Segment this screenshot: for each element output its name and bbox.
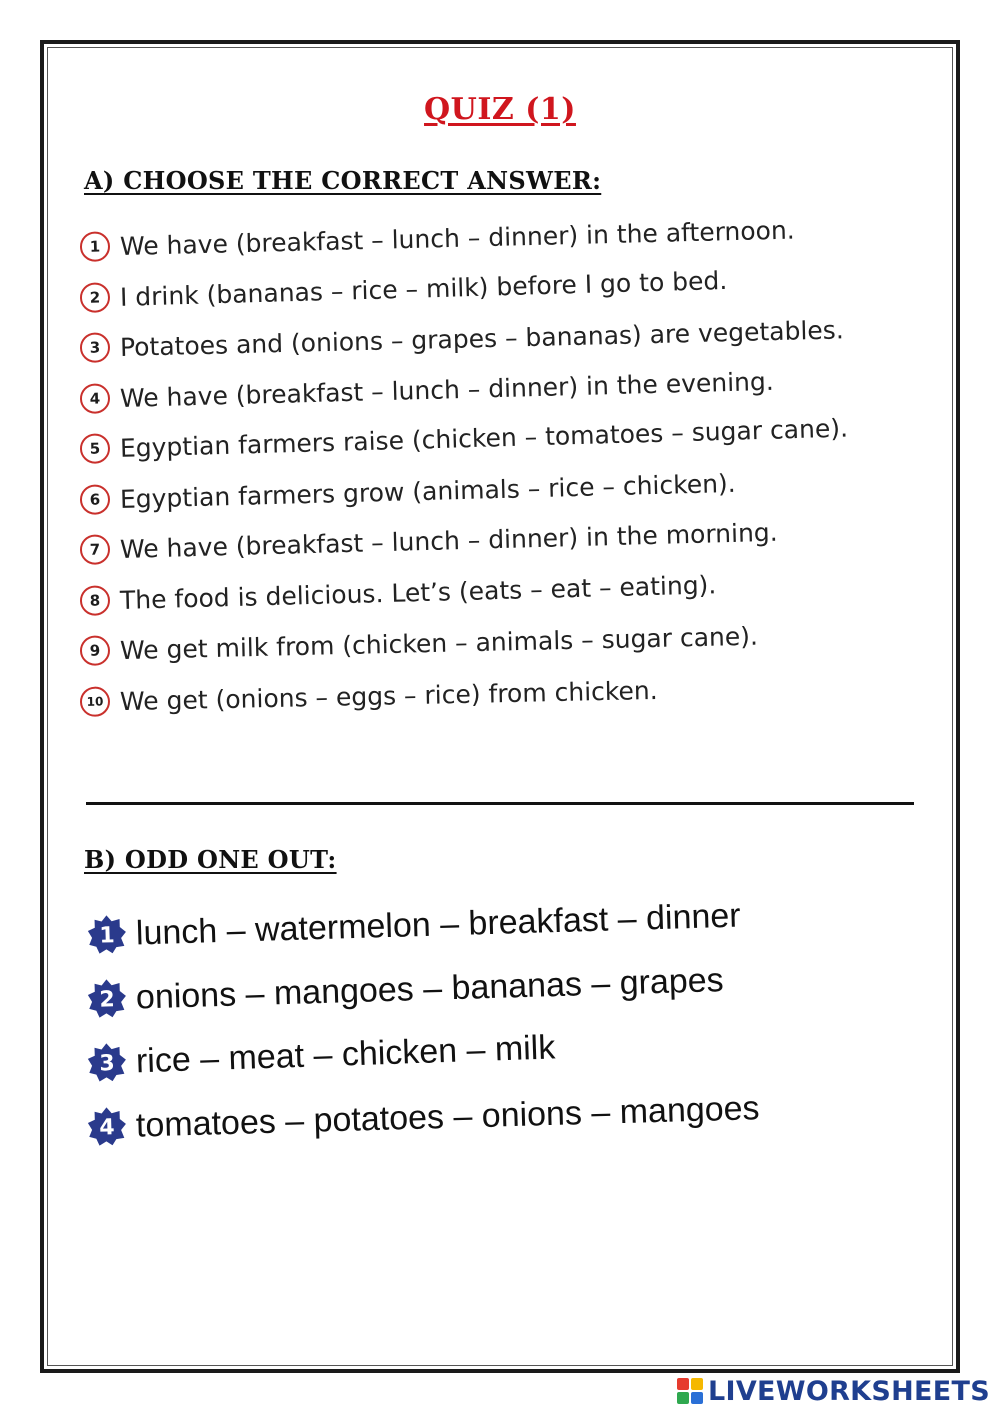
number-badge-icon: [85, 1041, 128, 1084]
question-number: 9: [80, 636, 111, 667]
question-number: 1: [80, 232, 111, 263]
question-number: 4: [80, 383, 111, 414]
odd-one-out-text: rice – meat – chicken – milk: [135, 1027, 556, 1080]
section-a-heading: A) CHOOSE THE CORRECT ANSWER:: [84, 166, 602, 195]
odd-one-out-text: onions – mangoes – bananas – grapes: [135, 960, 725, 1017]
question-text: The food is delicious. Let’s (eats – eat – eating).: [119, 569, 717, 615]
odd-one-out-list: [86, 896, 886, 1159]
number-badge-icon: [85, 1105, 128, 1148]
badge-number: 2: [99, 987, 116, 1013]
question-number: 2: [80, 282, 111, 313]
question-list: [80, 215, 930, 727]
number-badge-icon: [85, 913, 128, 956]
section-b-heading: B) ODD ONE OUT:: [84, 845, 337, 874]
question-number: 5: [80, 433, 111, 464]
liveworksheets-logo-icon: [676, 1377, 704, 1405]
question-text: We have (breakfast – lunch – dinner) in the afternoon.: [119, 215, 796, 261]
question-number: 10: [80, 686, 111, 717]
badge-number: 4: [99, 1115, 116, 1141]
question-number: 6: [80, 484, 111, 515]
question-text: We get milk from (chicken – animals – sugar cane).: [119, 621, 759, 665]
question-text: Egyptian farmers raise (chicken – tomatoes – sugar cane).: [119, 413, 849, 463]
odd-one-out-text: lunch – watermelon – breakfast – dinner: [135, 896, 742, 953]
question-text: Potatoes and (onions – grapes – bananas) are vegetables.: [119, 315, 845, 362]
question-text: We have (breakfast – lunch – dinner) in the evening.: [119, 366, 775, 413]
question-text: We have (breakfast – lunch – dinner) in the morning.: [119, 517, 779, 564]
question-number: 8: [80, 585, 111, 616]
question-text: Egyptian farmers grow (animals – rice – chicken).: [119, 468, 737, 514]
badge-number: 1: [99, 923, 116, 949]
question-number: 3: [80, 333, 111, 364]
number-badge-icon: [85, 977, 128, 1020]
question-text: I drink (bananas – rice – milk) before I go to bed.: [119, 265, 728, 312]
question-number: 7: [80, 534, 111, 565]
odd-one-out-text: tomatoes – potatoes – onions – mangoes: [135, 1088, 761, 1145]
quiz-title: QUIZ (1): [424, 92, 576, 127]
question-text: We get (onions – eggs – rice) from chicken.: [119, 675, 658, 716]
liveworksheets-watermark: [676, 1375, 990, 1407]
badge-number: 3: [98, 1051, 116, 1077]
section-divider: [86, 802, 914, 805]
brand-text: LIVEWORKSHEETS: [707, 1375, 990, 1407]
